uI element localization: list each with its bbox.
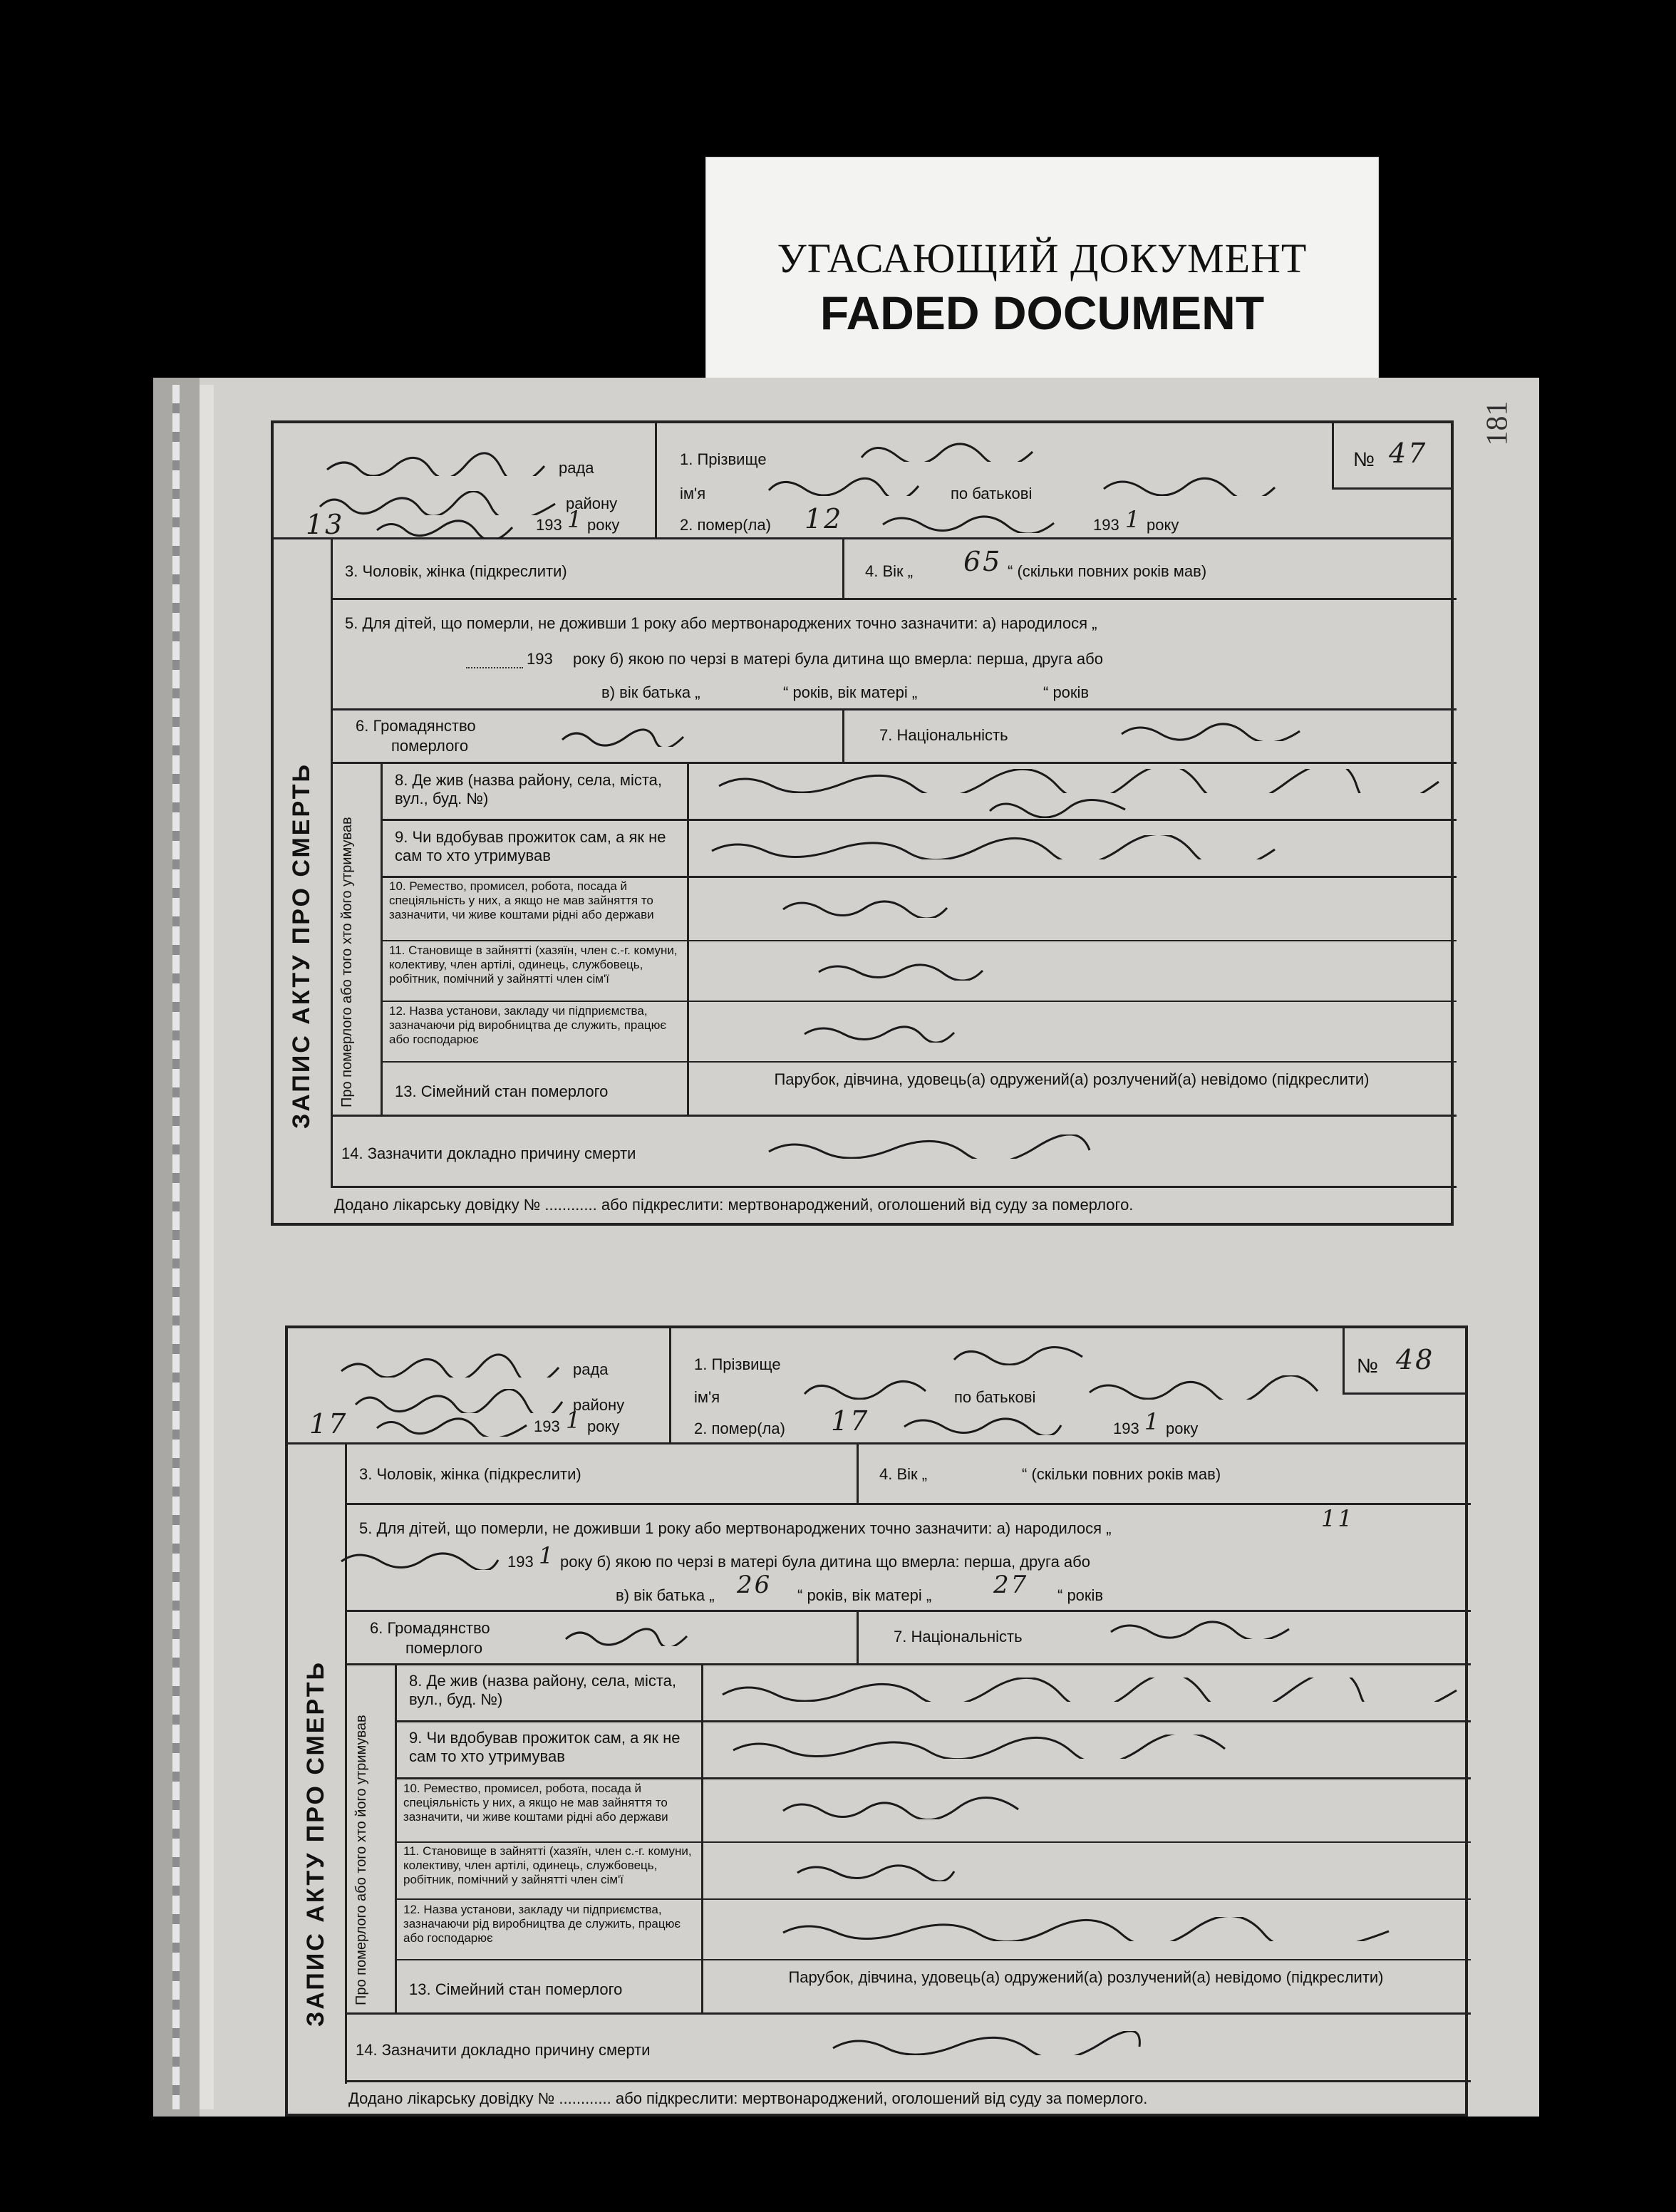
label-employment-status: 11. Становище в зайнятті (хазяїн, член с.-г. комуни, колективу, член артілі, одинець, службовець, робітник, помічний у зайнятті член сім'ї [403, 1844, 692, 1886]
label-years: “ років [1043, 683, 1090, 701]
death-record-48 [285, 1325, 1468, 2117]
label-mother-age: “ років, вік матері „ [797, 1586, 932, 1604]
label-roku2: року [1166, 1420, 1199, 1437]
age-value: 65 [963, 546, 1003, 577]
label-livelihood: 9. Чи вдобував прожиток сам, а як не сам то хто утримував [409, 1729, 681, 1765]
label-infant-order: року б) якою по черзі в матері була дитина що вмерла: перша, друга або [560, 1553, 1091, 1571]
label-livelihood: 9. Чи вдобував прожиток сам, а як не сам то хто утримував [395, 828, 666, 864]
death-year-digit: 1 [1125, 506, 1142, 533]
record-vertical-side: Про померлого або того хто його утримував [339, 817, 355, 1107]
label-residence: 8. Де жив (назва району, села, міста, вул., буд. №) [395, 771, 663, 807]
label-year-prefix: 193 [536, 516, 562, 534]
handwriting-livelihood [730, 1735, 1228, 1759]
faded-document-label [705, 157, 1379, 385]
footer-note: Додано лікарську довідку № ............ або підкреслити: мертвонароджений, оголошений від суду за померлого. [348, 2089, 1148, 2107]
label-roku: року [587, 516, 620, 534]
handwriting-death-month [879, 509, 1057, 533]
label-residence: 8. Де жив (назва району, села, міста, вул., буд. №) [409, 1672, 677, 1708]
label-nationality: 7. Національність [879, 726, 1008, 744]
handwriting-registration-month [373, 515, 516, 539]
label-first-name: ім'я [694, 1388, 720, 1406]
handwriting-employment-status [794, 1857, 958, 1881]
label-nationality: 7. Національність [894, 1628, 1023, 1645]
label-infant-born: 5. Для дітей, що померли, не доживши 1 року або мертвонароджених точно зазначити: а) народилося „ [359, 1519, 1112, 1537]
label-father-age: в) вік батька „ [616, 1586, 715, 1604]
handwriting-first-name [801, 1375, 929, 1400]
handwriting-nationality [1107, 1615, 1293, 1639]
handwriting-infant-birth-month [338, 1546, 502, 1570]
label-cause-of-death: 14. Зазначити докладно причину смерти [356, 2041, 651, 2059]
label-deceased: померлого [405, 1639, 483, 1657]
archive-page-number: 181 [1481, 400, 1514, 446]
handwriting-village-council [324, 452, 552, 476]
handwriting-surname [951, 1341, 1086, 1365]
handwriting-patronymic [1100, 472, 1278, 496]
registration-day: 13 [306, 509, 345, 540]
record-number: 48 [1396, 1344, 1435, 1375]
label-number: № [1357, 1355, 1379, 1377]
marital-status-options: Парубок, дівчина, удовець(а) одружений(а) розлучений(а) невідомо (підкреслити) [788, 1968, 1384, 1986]
label-father-age: в) вік батька „ [601, 683, 700, 701]
label-died: 2. помер(ла) [694, 1420, 785, 1437]
label-rada: рада [573, 1360, 609, 1378]
record-vertical-title: ЗАПИС АКТУ ПРО СМЕРТЬ [288, 763, 315, 1129]
footer-note: Додано лікарську довідку № ............ або підкреслити: мертвонароджений, оголошений від суду за померлого. [334, 1196, 1134, 1214]
label-deceased: померлого [391, 737, 469, 755]
label-rayonu: району [573, 1396, 625, 1414]
binding-stitching [172, 385, 180, 2109]
handwriting-district [352, 1389, 566, 1413]
handwriting-residence-line2 [986, 794, 1129, 818]
handwriting-employment-status [815, 956, 986, 981]
record-vertical-side: Про померлого або того хто його утримував [353, 1715, 369, 2005]
page-edge [200, 385, 214, 2109]
label-institution: 12. Назва установи, закладу чи підприємства, зазначаючи рід виробництва де служить, працює або господарює [403, 1903, 681, 1945]
label-first-name: ім'я [680, 485, 706, 502]
label-english: FADED DOCUMENT [819, 286, 1265, 339]
mother-age: 27 [993, 1571, 1029, 1599]
label-mother-age: “ років, вік матері „ [783, 683, 918, 701]
label-years: “ років [1057, 1586, 1104, 1604]
handwriting-occupation [780, 1795, 1022, 1819]
handwriting-occupation [780, 894, 951, 918]
label-occupation: 10. Ремество, промисел, робота, посада й спеціяльність у них, а якщо не мав зайняття то зазначити, чи живе коштами рідні або держави [403, 1782, 668, 1824]
handwriting-death-month [901, 1411, 1065, 1435]
label-sex: 3. Чоловік, жінка (підкреслити) [359, 1465, 581, 1483]
label-rada: рада [559, 459, 594, 477]
label-age-close: “ (скільки повних років мав) [1008, 562, 1207, 580]
handwriting-nationality [1118, 717, 1303, 741]
label-citizenship: 6. Громадянство [370, 1619, 490, 1637]
label-occupation: 10. Ремество, промисел, робота, посада й спеціяльність у них, а якщо не мав зайняття то зазначити, чи живе коштами рідні або держави [389, 879, 654, 921]
label-number: № [1353, 448, 1375, 470]
label-infant-year: 193 [527, 650, 553, 668]
death-record-47 [271, 420, 1454, 1226]
label-death-year-prefix: 193 [1093, 516, 1119, 534]
label-sex: 3. Чоловік, жінка (підкреслити) [345, 562, 567, 580]
infant-birth-date-blank [466, 651, 523, 668]
handwriting-district [316, 491, 559, 515]
handwriting-registration-month [373, 1412, 530, 1437]
death-day: 17 [831, 1405, 870, 1437]
handwriting-institution [801, 1018, 958, 1043]
label-employment-status: 11. Становище в зайнятті (хазяїн, член с.-г. комуни, колективу, член артілі, одинець, службовець, робітник, помічний у зайнятті член сім'ї [389, 944, 678, 986]
handwriting-surname [858, 438, 1036, 462]
handwriting-institution [780, 1917, 1392, 1941]
label-marital-status: 13. Сімейний стан померлого [409, 1980, 623, 1998]
label-russian: УГАСАЮЩИЙ ДОКУМЕНТ [777, 235, 1308, 281]
handwriting-citizenship [562, 1622, 690, 1646]
label-rayonu: району [566, 495, 618, 512]
death-day: 12 [805, 503, 844, 534]
record-vertical-title: ЗАПИС АКТУ ПРО СМЕРТЬ [302, 1660, 329, 2027]
label-patronymic: по батькові [954, 1388, 1036, 1406]
death-year-digit: 1 [1144, 1408, 1162, 1435]
label-cause-of-death: 14. Зазначити докладно причину смерти [341, 1144, 636, 1162]
label-age-open: 4. Вік „ [865, 562, 914, 580]
handwriting-first-name [765, 472, 922, 496]
handwriting-residence [715, 769, 1442, 793]
label-surname: 1. Прізвище [694, 1355, 781, 1373]
infant-birth-year-digit: 1 [539, 1542, 556, 1569]
registration-year-digit: 1 [567, 506, 584, 533]
handwriting-livelihood [708, 835, 1278, 859]
handwriting-cause-of-death [829, 2031, 1143, 2055]
label-citizenship: 6. Громадянство [356, 717, 476, 735]
label-institution: 12. Назва установи, закладу чи підприємства, зазначаючи рід виробництва де служить, працює або господарює [389, 1004, 666, 1046]
label-marital-status: 13. Сімейний стан померлого [395, 1082, 609, 1100]
handwriting-residence [719, 1678, 1460, 1702]
label-infant-order: року б) якою по черзі в матері була дитина що вмерла: перша, друга або [573, 650, 1104, 668]
registration-year-digit: 1 [566, 1407, 583, 1434]
label-roku2: року [1147, 516, 1179, 534]
record-number: 47 [1389, 438, 1428, 469]
handwriting-patronymic [1086, 1375, 1321, 1400]
infant-birth-day: 11 [1321, 1505, 1355, 1532]
label-infant-born: 5. Для дітей, що померли, не доживши 1 року або мертвонароджених точно зазначити: а) народилося „ [345, 614, 1097, 632]
label-year-prefix: 193 [534, 1417, 560, 1435]
label-roku: року [587, 1417, 620, 1435]
handwriting-citizenship [559, 723, 687, 747]
label-infant-year: 193 [507, 1553, 534, 1571]
label-age-open: 4. Вік „ [879, 1465, 928, 1483]
handwriting-cause-of-death [765, 1135, 1093, 1159]
label-death-year-prefix: 193 [1113, 1420, 1139, 1437]
label-patronymic: по батькові [951, 485, 1033, 502]
handwriting-village-council [338, 1353, 566, 1378]
label-died: 2. помер(ла) [680, 516, 771, 534]
label-age-close: “ (скільки повних років мав) [1022, 1465, 1221, 1483]
father-age: 26 [737, 1571, 772, 1599]
marital-status-options: Парубок, дівчина, удовець(а) одружений(а) розлучений(а) невідомо (підкреслити) [774, 1070, 1370, 1088]
label-surname: 1. Прізвище [680, 450, 767, 468]
registration-day: 17 [309, 1408, 348, 1440]
